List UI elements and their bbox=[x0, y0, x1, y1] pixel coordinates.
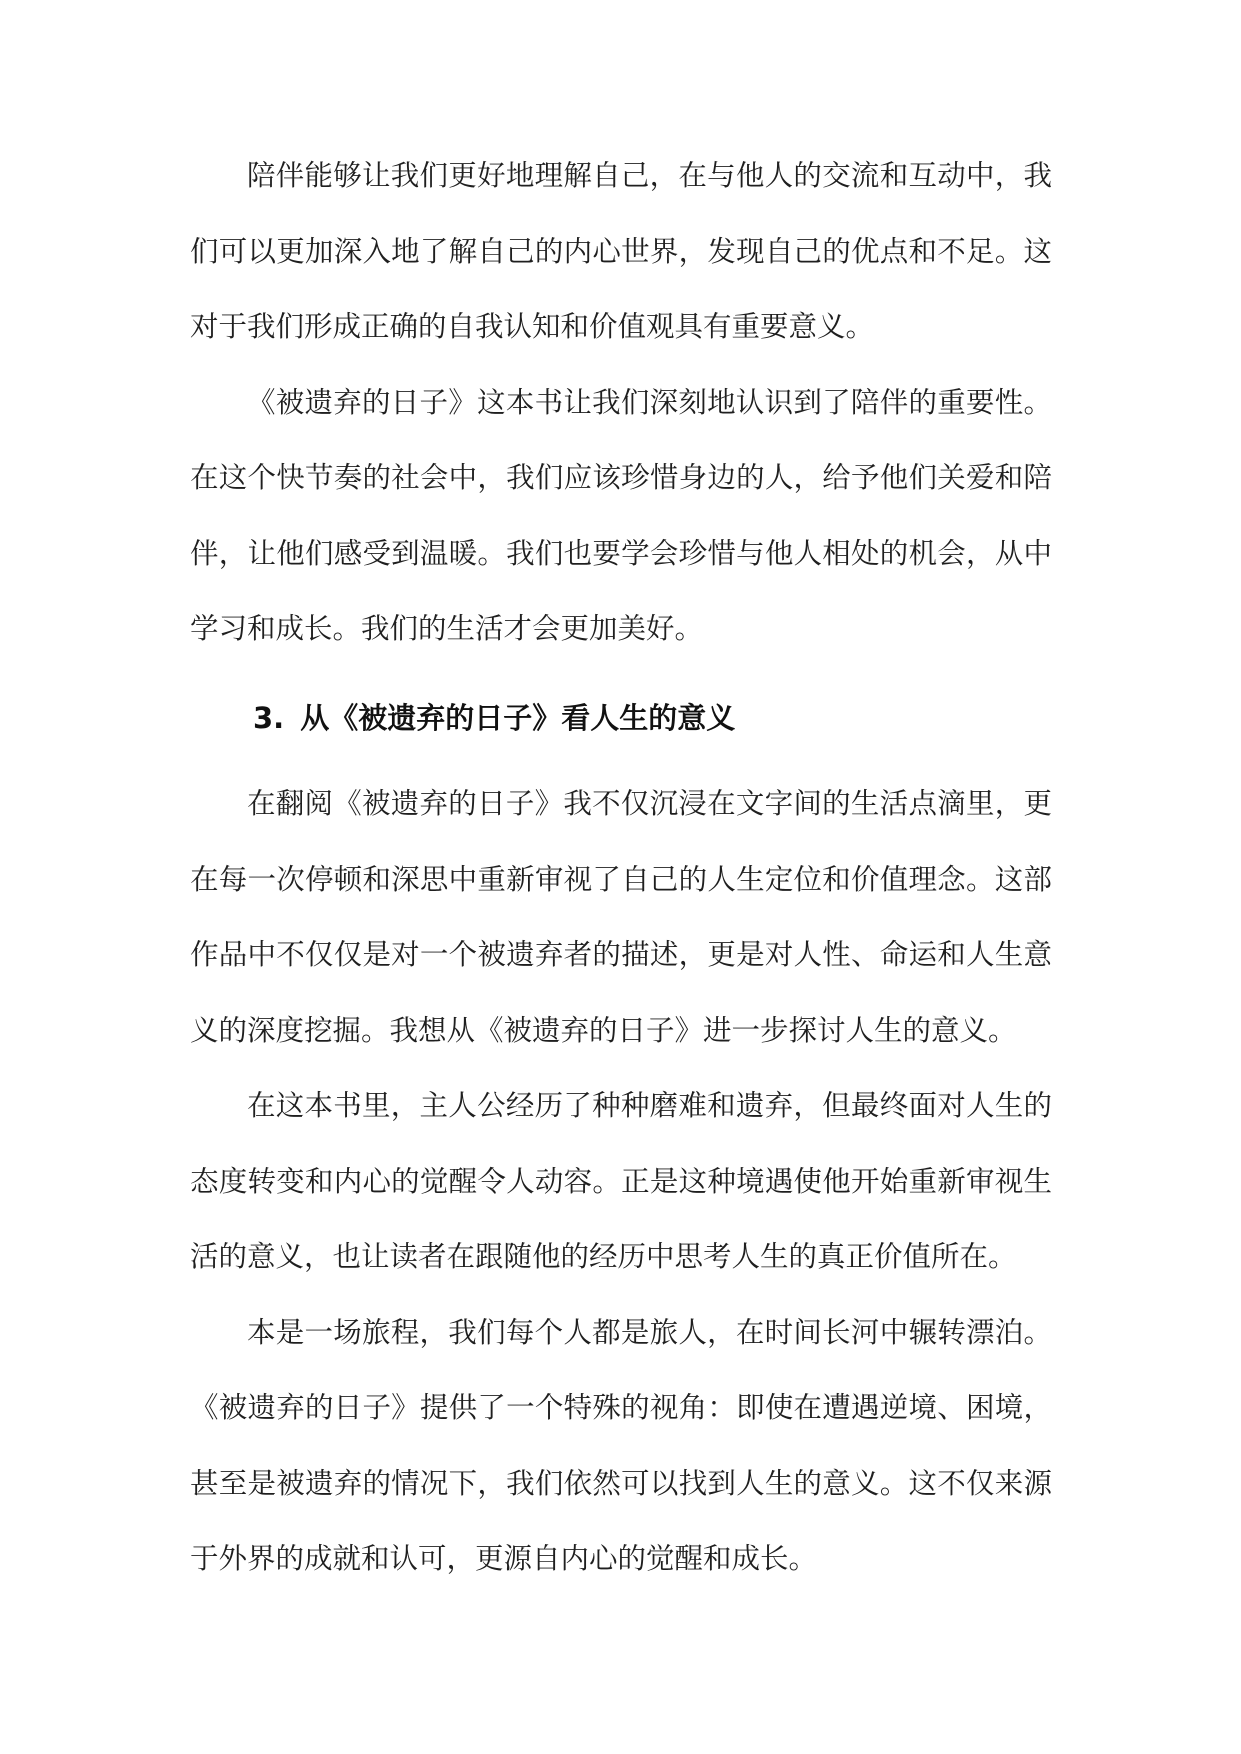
document-body bbox=[190, 138, 1052, 1597]
section-heading bbox=[190, 667, 1052, 767]
section-number: 3. bbox=[253, 700, 285, 735]
section-title: 从《被遗弃的日子》看人生的意义 bbox=[300, 700, 736, 735]
paragraph: 陪伴能够让我们更好地理解自己，在与他人的交流和互动中，我们可以更加深入地了解自己的内心世界，发现自己的优点和不足。这对于我们形成正确的自我认知和价值观具有重要意义。 bbox=[190, 159, 1052, 343]
paragraph: 在这本书里，主人公经历了种种磨难和遗弃，但最终面对人生的态度转变和内心的觉醒令人动容。正是这种境遇使他开始重新审视生活的意义，也让读者在跟随他的经历中思考人生的真正价值所在。 bbox=[190, 1089, 1052, 1273]
paragraph: 本是一场旅程，我们每个人都是旅人，在时间长河中辗转漂泊。《被遗弃的日子》提供了一个特殊的视角：即使在遭遇逆境、困境，甚至是被遗弃的情况下，我们依然可以找到人生的意义。这不仅来源于外界的成就和认可，更源自内心的觉醒和成长。 bbox=[190, 1315, 1052, 1575]
paragraph: 《被遗弃的日子》这本书让我们深刻地认识到了陪伴的重要性。在这个快节奏的社会中，我们应该珍惜身边的人，给予他们关爱和陪伴，让他们感受到温暖。我们也要学会珍惜与他人相处的机会，从中学习和成长。我们的生活才会更加美好。 bbox=[190, 385, 1052, 645]
paragraph: 在翻阅《被遗弃的日子》我不仅沉浸在文字间的生活点滴里，更在每一次停顿和深思中重新审视了自己的人生定位和价值理念。这部作品中不仅仅是对一个被遗弃者的描述，更是对人性、命运和人生意义的深度挖掘。我想从《被遗弃的日子》进一步探讨人生的意义。 bbox=[190, 787, 1052, 1047]
